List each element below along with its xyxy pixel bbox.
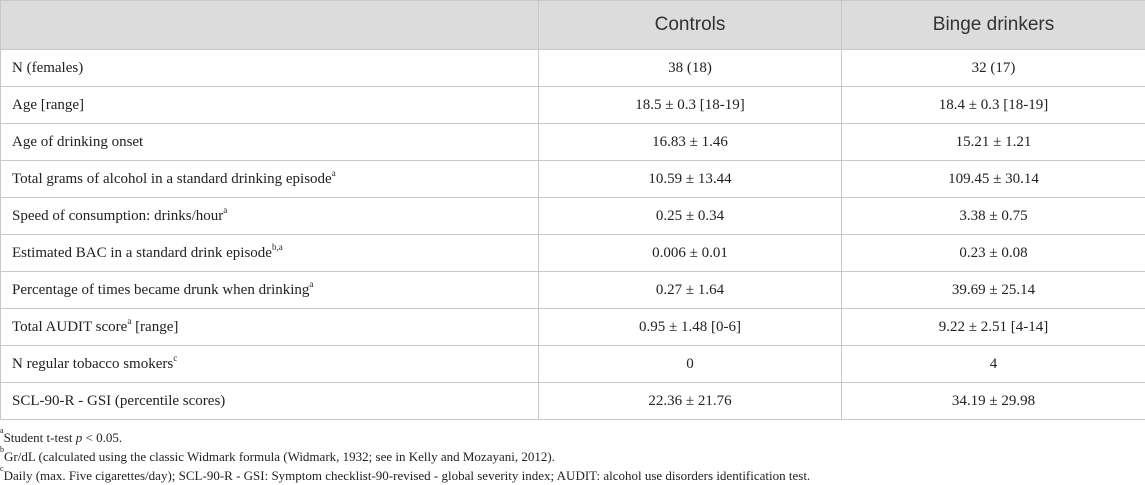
row-label-text: N regular tobacco smokers [12, 356, 173, 372]
row-label-footnote-mark: c [173, 353, 177, 363]
binge-value: 34.19 ± 29.98 [842, 383, 1145, 420]
row-label [1, 198, 539, 235]
controls-value: 22.36 ± 21.76 [539, 383, 842, 420]
row-label-footnote-mark: b,a [272, 242, 283, 252]
row-label-text: Age of drinking onset [12, 134, 143, 150]
controls-value: 0.27 ± 1.64 [539, 272, 842, 309]
binge-value: 32 (17) [842, 50, 1145, 87]
controls-value: 0.95 ± 1.48 [0-6] [539, 309, 842, 346]
row-label-footnote-mark: a [332, 168, 336, 178]
controls-value: 10.59 ± 13.44 [539, 161, 842, 198]
row-label [1, 50, 539, 87]
table-row [1, 346, 1145, 383]
row-label-footnote-mark: a [309, 279, 313, 289]
controls-value: 38 (18) [539, 50, 842, 87]
row-label [1, 272, 539, 309]
row-label-footnote-mark: a [127, 316, 131, 326]
header-binge-drinkers: Binge drinkers [842, 1, 1145, 50]
row-label [1, 235, 539, 272]
footnote-a-italic: p [76, 430, 83, 445]
binge-value: 4 [842, 346, 1145, 383]
row-label-footnote-mark: a [223, 205, 227, 215]
table-row [1, 272, 1145, 309]
row-label-text: SCL-90-R - GSI (percentile scores) [12, 393, 225, 409]
table-row [1, 87, 1145, 124]
binge-value: 0.23 ± 0.08 [842, 235, 1145, 272]
footnote-a [0, 428, 1145, 447]
footnote-a-post: < 0.05. [82, 430, 122, 445]
binge-value: 3.38 ± 0.75 [842, 198, 1145, 235]
row-label [1, 161, 539, 198]
controls-value: 0.006 ± 0.01 [539, 235, 842, 272]
binge-value: 109.45 ± 30.14 [842, 161, 1145, 198]
row-label-text: Age [range] [12, 97, 84, 113]
row-label [1, 124, 539, 161]
table-row [1, 50, 1145, 87]
table-row [1, 309, 1145, 346]
controls-value: 0.25 ± 0.34 [539, 198, 842, 235]
footnotes [0, 420, 1145, 485]
footnote-b-text: Gr/dL (calculated using the classic Widmark formula (Widmark, 1932; see in Kelly and Mozayani, 2012). [4, 449, 555, 464]
binge-value: 15.21 ± 1.21 [842, 124, 1145, 161]
controls-value: 0 [539, 346, 842, 383]
binge-value: 39.69 ± 25.14 [842, 272, 1145, 309]
footnote-a-mark: a [0, 426, 4, 435]
table-row [1, 235, 1145, 272]
footnote-a-pre: Student t-test [4, 430, 76, 445]
controls-value: 18.5 ± 0.3 [18-19] [539, 87, 842, 124]
row-label-text: Estimated BAC in a standard drink episode [12, 245, 272, 261]
table-row [1, 198, 1145, 235]
table-header-row [1, 1, 1145, 50]
row-label [1, 87, 539, 124]
row-label-suffix: [range] [131, 319, 178, 335]
controls-value: 16.83 ± 1.46 [539, 124, 842, 161]
footnote-b [0, 447, 1145, 466]
row-label [1, 309, 539, 346]
row-label [1, 383, 539, 420]
table-row [1, 161, 1145, 198]
row-label-text: N (females) [12, 60, 83, 76]
row-label-text: Total AUDIT score [12, 319, 127, 335]
table-body [1, 50, 1145, 420]
binge-value: 18.4 ± 0.3 [18-19] [842, 87, 1145, 124]
header-controls: Controls [539, 1, 842, 50]
header-label-column [1, 1, 539, 50]
table-row [1, 383, 1145, 420]
binge-value: 9.22 ± 2.51 [4-14] [842, 309, 1145, 346]
footnote-c-text: Daily (max. Five cigarettes/day); SCL-90-R - GSI: Symptom checklist-90-revised - global severity index; AUDIT: alcohol use disorders identification test. [4, 468, 811, 483]
footnote-c-mark: c [0, 464, 4, 473]
footnote-c [0, 466, 1145, 485]
row-label-text: Total grams of alcohol in a standard drinking episode [12, 171, 332, 187]
table-row [1, 124, 1145, 161]
row-label [1, 346, 539, 383]
footnote-b-mark: b [0, 445, 4, 454]
row-label-text: Speed of consumption: drinks/hour [12, 208, 223, 224]
row-label-text: Percentage of times became drunk when drinking [12, 282, 309, 298]
